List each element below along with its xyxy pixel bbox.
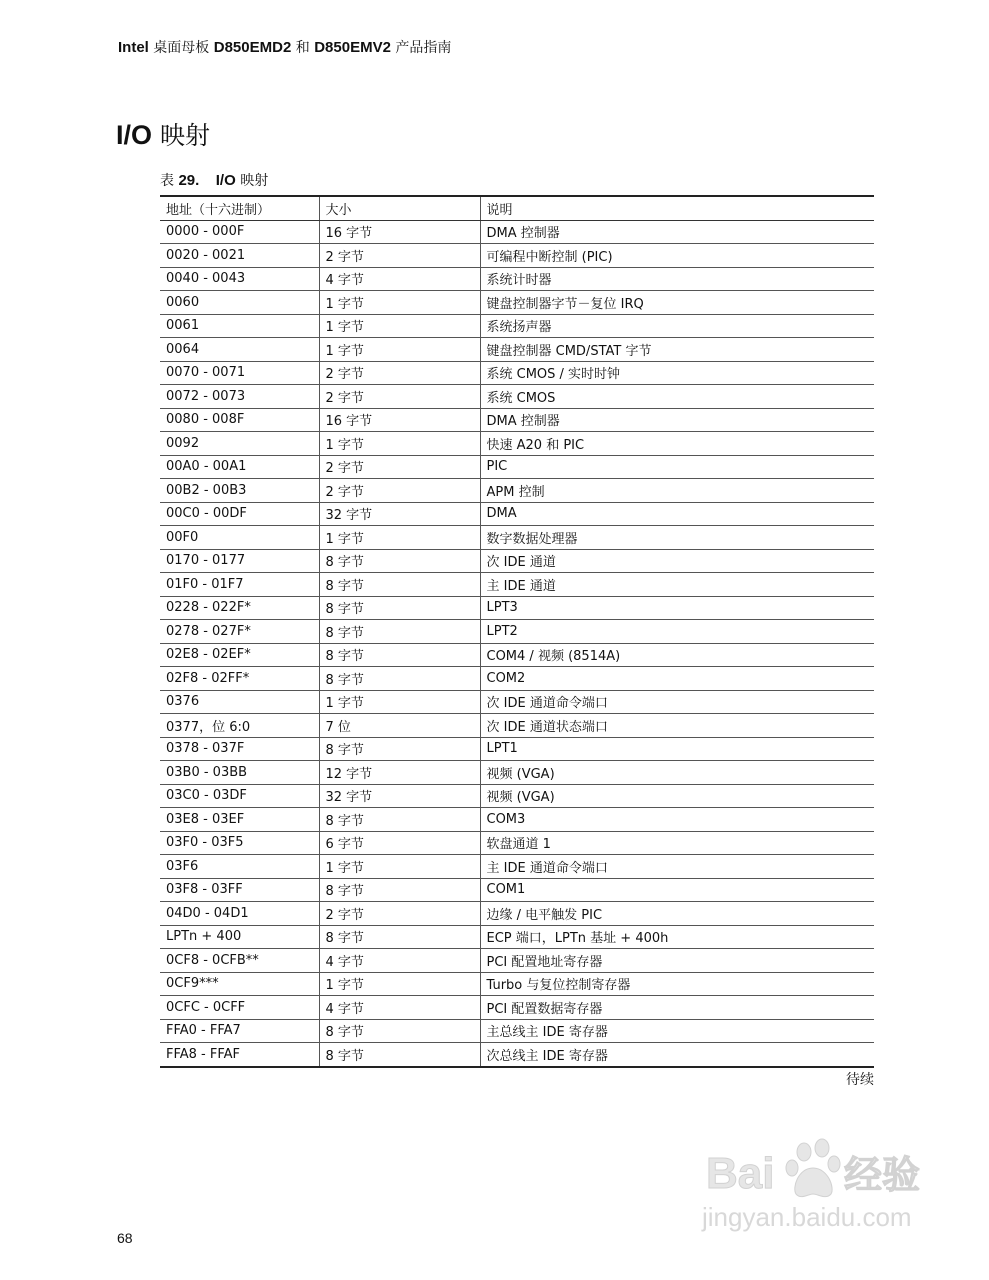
cell-description: 次 IDE 通道命令端口 (480, 690, 874, 714)
cell-address: FFA0 - FFA7 (160, 1019, 319, 1043)
cell-address: 00F0 (160, 526, 319, 550)
cell-address: 03B0 - 03BB (160, 761, 319, 785)
cell-address: FFA8 - FFAF (160, 1043, 319, 1067)
cell-size: 32 字节 (319, 784, 480, 808)
cell-address: 0CFC - 0CFF (160, 996, 319, 1020)
cell-description: COM4 / 视频 (8514A) (480, 643, 874, 667)
cell-description: PCI 配置地址寄存器 (480, 949, 874, 973)
table-row (160, 620, 874, 644)
table-row (160, 549, 874, 573)
cell-size: 1 字节 (319, 314, 480, 338)
cell-description: LPT2 (480, 620, 874, 644)
cell-address: 00A0 - 00A1 (160, 455, 319, 479)
table-row (160, 690, 874, 714)
paw-icon (786, 1139, 840, 1197)
cell-description: Turbo 与复位控制寄存器 (480, 972, 874, 996)
table-row (160, 596, 874, 620)
table-row (160, 996, 874, 1020)
cell-size: 8 字节 (319, 808, 480, 832)
cell-description: 快速 A20 和 PIC (480, 432, 874, 456)
cell-size: 1 字节 (319, 526, 480, 550)
table-row (160, 244, 874, 268)
cell-address: 0060 (160, 291, 319, 315)
cell-description: LPT1 (480, 737, 874, 761)
watermark-url: jingyan.baidu.com (702, 1202, 912, 1232)
table-caption-text: 映射 (240, 173, 269, 189)
cell-description: DMA 控制器 (480, 220, 874, 244)
table-row (160, 643, 874, 667)
cell-address: 0228 - 022F* (160, 596, 319, 620)
cell-address: 0070 - 0071 (160, 361, 319, 385)
cell-address: 0378 - 037F (160, 737, 319, 761)
cell-size: 2 字节 (319, 361, 480, 385)
cell-address: 0072 - 0073 (160, 385, 319, 409)
table-row (160, 526, 874, 550)
cell-size: 8 字节 (319, 737, 480, 761)
cell-description: 视频 (VGA) (480, 761, 874, 785)
cell-description: COM1 (480, 878, 874, 902)
cell-description: 系统 CMOS (480, 385, 874, 409)
header-brand: Intel (118, 39, 149, 56)
cell-description: APM 控制 (480, 479, 874, 503)
column-header-description: 说明 (480, 196, 874, 220)
cell-address: 00C0 - 00DF (160, 502, 319, 526)
cell-address: 03F8 - 03FF (160, 878, 319, 902)
cell-size: 32 字节 (319, 502, 480, 526)
table-row (160, 972, 874, 996)
table-row (160, 479, 874, 503)
cell-description: 键盘控制器 CMD/STAT 字节 (480, 338, 874, 362)
table-row (160, 432, 874, 456)
header-text-3: 产品指南 (395, 40, 452, 56)
cell-description: 主 IDE 通道 (480, 573, 874, 597)
cell-address: 0376 (160, 690, 319, 714)
cell-size: 2 字节 (319, 385, 480, 409)
cell-size: 1 字节 (319, 338, 480, 362)
table-row (160, 1019, 874, 1043)
table-header-row (160, 196, 874, 220)
cell-size: 8 字节 (319, 878, 480, 902)
table-row (160, 361, 874, 385)
cell-size: 1 字节 (319, 432, 480, 456)
table-row (160, 761, 874, 785)
table-caption-number: 29. (178, 172, 200, 189)
table-row (160, 949, 874, 973)
cell-size: 8 字节 (319, 925, 480, 949)
cell-description: COM2 (480, 667, 874, 691)
cell-size: 8 字节 (319, 643, 480, 667)
cell-description: PCI 配置数据寄存器 (480, 996, 874, 1020)
table-row (160, 808, 874, 832)
cell-size: 8 字节 (319, 620, 480, 644)
cell-size: 12 字节 (319, 761, 480, 785)
table-row (160, 1043, 874, 1067)
page-number: 68 (117, 1230, 133, 1246)
table-caption (160, 170, 268, 190)
cell-address: 0064 (160, 338, 319, 362)
table-row (160, 667, 874, 691)
cell-address: 02E8 - 02EF* (160, 643, 319, 667)
continued-label: 待续 (846, 1072, 874, 1088)
cell-address: 03C0 - 03DF (160, 784, 319, 808)
cell-address: 0040 - 0043 (160, 267, 319, 291)
cell-description: 数字数据处理器 (480, 526, 874, 550)
table-row (160, 455, 874, 479)
watermark-brand-cn: 经验 (844, 1153, 921, 1197)
cell-description: 主总线主 IDE 寄存器 (480, 1019, 874, 1043)
cell-address: 01F0 - 01F7 (160, 573, 319, 597)
table-row (160, 714, 874, 738)
table-row (160, 855, 874, 879)
table-row (160, 291, 874, 315)
cell-address: 0020 - 0021 (160, 244, 319, 268)
table-row (160, 314, 874, 338)
cell-size: 8 字节 (319, 596, 480, 620)
cell-description: 视频 (VGA) (480, 784, 874, 808)
cell-description: 软盘通道 1 (480, 831, 874, 855)
header-text-2: 和 (295, 40, 310, 56)
cell-size: 8 字节 (319, 549, 480, 573)
table-row (160, 338, 874, 362)
cell-size: 2 字节 (319, 455, 480, 479)
cell-size: 1 字节 (319, 291, 480, 315)
table-row (160, 220, 874, 244)
cell-size: 4 字节 (319, 949, 480, 973)
cell-description: 键盘控制器字节－复位 IRQ (480, 291, 874, 315)
cell-address: 0377，位 6:0 (160, 714, 319, 738)
cell-size: 16 字节 (319, 220, 480, 244)
cell-size: 6 字节 (319, 831, 480, 855)
baidu-jingyan-watermark (700, 1126, 940, 1236)
cell-description: 次 IDE 通道 (480, 549, 874, 573)
table-row (160, 573, 874, 597)
cell-size: 8 字节 (319, 1019, 480, 1043)
table-row (160, 902, 874, 926)
cell-size: 2 字节 (319, 902, 480, 926)
table-row (160, 267, 874, 291)
cell-address: 04D0 - 04D1 (160, 902, 319, 926)
watermark-brand: Bai (706, 1149, 775, 1198)
cell-description: 主 IDE 通道命令端口 (480, 855, 874, 879)
cell-description: COM3 (480, 808, 874, 832)
cell-address: 02F8 - 02FF* (160, 667, 319, 691)
cell-address: 0CF8 - 0CFB** (160, 949, 319, 973)
cell-address: 0CF9*** (160, 972, 319, 996)
cell-address: 03F0 - 03F5 (160, 831, 319, 855)
table-row (160, 925, 874, 949)
cell-description: 次总线主 IDE 寄存器 (480, 1043, 874, 1067)
watermark-logo (700, 1126, 940, 1236)
cell-size: 1 字节 (319, 855, 480, 879)
cell-description: 系统 CMOS / 实时时钟 (480, 361, 874, 385)
table-row (160, 385, 874, 409)
cell-size: 4 字节 (319, 267, 480, 291)
cell-description: 次 IDE 通道状态端口 (480, 714, 874, 738)
cell-size: 8 字节 (319, 573, 480, 597)
table-row (160, 784, 874, 808)
cell-description: PIC (480, 455, 874, 479)
header-model-1: D850EMD2 (213, 39, 292, 56)
io-map-table (160, 195, 874, 1068)
header-model-2: D850EMV2 (314, 39, 391, 56)
page-title-text: 映射 (159, 121, 210, 150)
cell-address: 0061 (160, 314, 319, 338)
cell-size: 8 字节 (319, 667, 480, 691)
header-text-1: 桌面母板 (153, 40, 210, 56)
cell-address: 00B2 - 00B3 (160, 479, 319, 503)
cell-description: LPT3 (480, 596, 874, 620)
table-row (160, 831, 874, 855)
cell-address: 03F6 (160, 855, 319, 879)
cell-address: LPTn + 400 (160, 925, 319, 949)
cell-address: 0170 - 0177 (160, 549, 319, 573)
table-row (160, 502, 874, 526)
cell-size: 8 字节 (319, 1043, 480, 1067)
cell-description: 可编程中断控制 (PIC) (480, 244, 874, 268)
cell-description: 边缘 / 电平触发 PIC (480, 902, 874, 926)
page-title (116, 116, 210, 152)
cell-address: 03E8 - 03EF (160, 808, 319, 832)
cell-size: 16 字节 (319, 408, 480, 432)
table-row (160, 408, 874, 432)
column-header-size: 大小 (319, 196, 480, 220)
cell-address: 0092 (160, 432, 319, 456)
running-header (118, 37, 451, 57)
cell-size: 2 字节 (319, 479, 480, 503)
cell-description: DMA (480, 502, 874, 526)
cell-size: 1 字节 (319, 690, 480, 714)
cell-description: DMA 控制器 (480, 408, 874, 432)
table-row (160, 737, 874, 761)
cell-description: ECP 端口，LPTn 基址 + 400h (480, 925, 874, 949)
table-body (160, 220, 874, 1067)
cell-size: 1 字节 (319, 972, 480, 996)
page-title-io: I/O (116, 120, 153, 150)
cell-address: 0278 - 027F* (160, 620, 319, 644)
cell-description: 系统计时器 (480, 267, 874, 291)
cell-size: 2 字节 (319, 244, 480, 268)
table-caption-prefix: 表 (160, 173, 174, 189)
cell-description: 系统扬声器 (480, 314, 874, 338)
table-caption-io: I/O (215, 172, 236, 189)
cell-size: 7 位 (319, 714, 480, 738)
table-row (160, 878, 874, 902)
column-header-address: 地址（十六进制） (160, 196, 319, 220)
cell-size: 4 字节 (319, 996, 480, 1020)
cell-address: 0080 - 008F (160, 408, 319, 432)
cell-address: 0000 - 000F (160, 220, 319, 244)
